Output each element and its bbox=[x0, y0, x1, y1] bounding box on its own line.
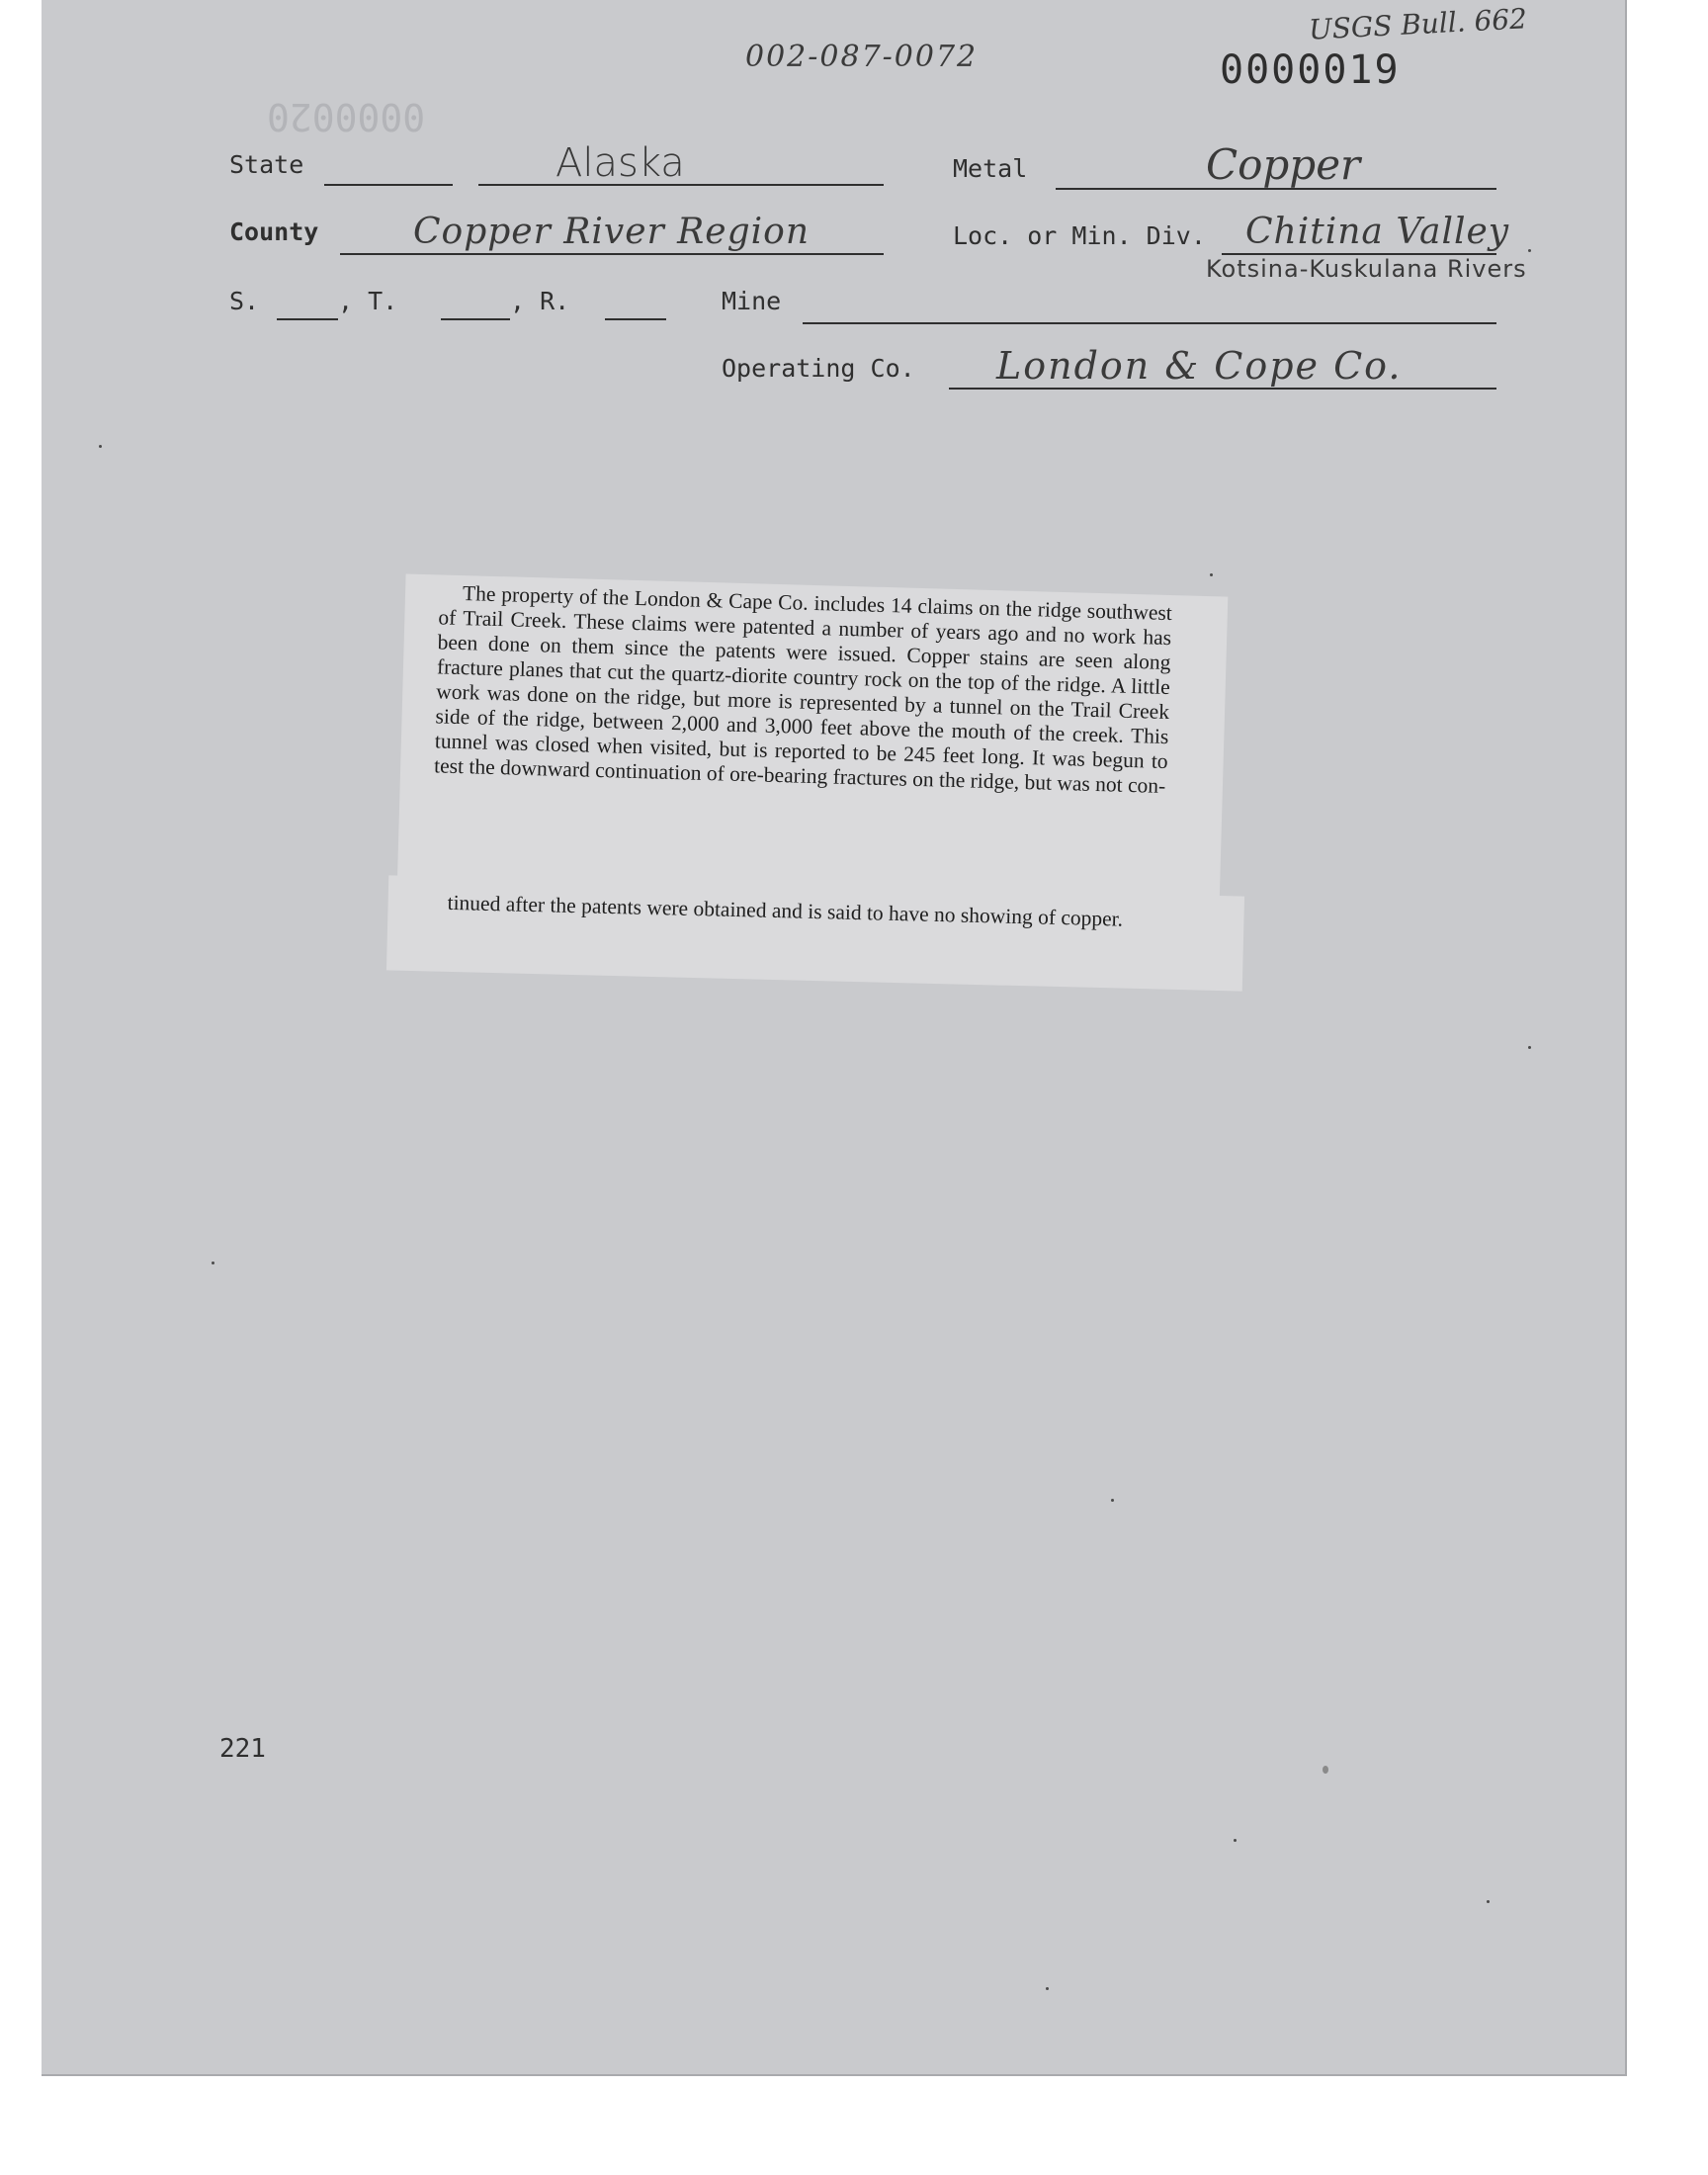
clipping-continuation-text: tinued after the patents were obtained and is said to have no showing of copper. bbox=[447, 890, 1124, 931]
county-value: Copper River Region bbox=[413, 212, 811, 252]
speck bbox=[1528, 249, 1531, 252]
township-label: , T. bbox=[338, 287, 398, 315]
handwritten-reference: USGS Bull. 662 bbox=[1308, 2, 1528, 46]
metal-label: Metal bbox=[953, 154, 1028, 183]
range-underline bbox=[605, 318, 666, 320]
operating-company-underline bbox=[949, 388, 1496, 390]
speck bbox=[212, 1262, 214, 1264]
speck bbox=[1111, 1499, 1114, 1502]
speck bbox=[1528, 1046, 1531, 1049]
loc-value: Chitina Valley bbox=[1245, 212, 1510, 252]
mine-underline bbox=[803, 322, 1496, 324]
state-underline-short bbox=[324, 184, 453, 186]
metal-value: Copper bbox=[1206, 140, 1361, 189]
page-number: 221 bbox=[219, 1734, 266, 1764]
loc-label: Loc. or Min. Div. bbox=[953, 221, 1206, 250]
speck bbox=[1487, 1900, 1490, 1903]
text-clipping bbox=[397, 573, 1229, 913]
stamped-number: 0000019 bbox=[1220, 47, 1401, 93]
operating-company-value: London & Cope Co. bbox=[996, 344, 1403, 388]
section-underline bbox=[277, 318, 338, 320]
speck bbox=[1046, 1987, 1049, 1990]
county-underline bbox=[340, 253, 884, 255]
clipping-paragraph: The property of the London & Cape Co. includes 14 claims on the ridge southwest of Trail Creek. These claims were patented a number of years ago and no work has been done on them since the patents were issued. Copper stains are seen along fracture planes that cut the quartz-diorite country rock on the top of the ridge. A little work was done on the ridge, but more is represented by a tunnel on the Trail Creek side of the ridge, between 2,000 and 3,000 feet above the mouth of the creek. This tunnel was closed when visited, but is reported to be 245 feet long. It was begun to test the downward continuation of ore-bearing fractures on the ridge, but was not con- bbox=[433, 581, 1173, 798]
speck bbox=[1234, 1839, 1237, 1842]
mine-label: Mine bbox=[722, 287, 782, 315]
county-label: County bbox=[229, 218, 319, 246]
section-label: S. bbox=[229, 287, 260, 315]
loc-value-secondary: Kotsina-Kuskulana Rivers bbox=[1206, 255, 1527, 283]
speck bbox=[99, 445, 102, 448]
state-label: State bbox=[229, 150, 304, 179]
operating-company-label: Operating Co. bbox=[722, 354, 915, 383]
speck bbox=[1210, 573, 1213, 576]
document-sheet bbox=[42, 0, 1627, 2076]
township-underline bbox=[441, 318, 510, 320]
bleed-through-number: 0000020 bbox=[267, 95, 426, 138]
text-clipping-continuation bbox=[386, 875, 1244, 991]
range-label: , R. bbox=[510, 287, 570, 315]
handwritten-file-number: 002-087-0072 bbox=[745, 40, 979, 74]
state-value: Alaska bbox=[555, 140, 685, 186]
speck bbox=[1323, 1766, 1328, 1774]
